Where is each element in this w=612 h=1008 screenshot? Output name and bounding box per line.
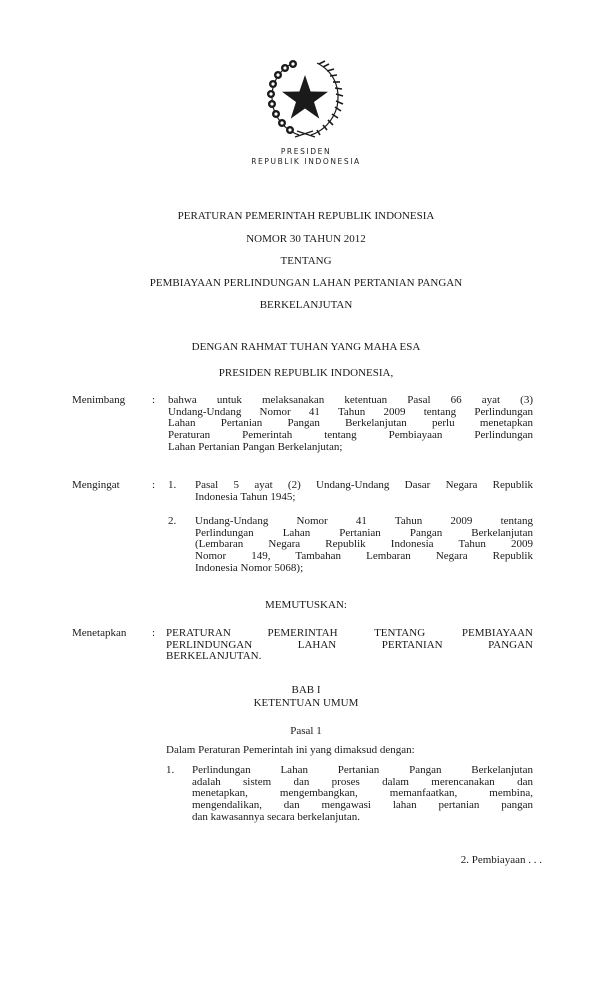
text-line: Perlindungan Lahan Pertanian Pangan Berkelanjutan [195,526,533,539]
article-intro: Dalam Peraturan Pemerintah ini yang dimaksud dengan: [166,744,415,756]
page-continuation: 2. Pembiayaan . . . [460,854,542,866]
text-line: BERKELANJUTAN. [166,650,262,663]
mengingat-colon: : [152,479,156,491]
menetapkan-label: Menetapkan [72,627,127,639]
mengingat-item-1 [195,480,533,503]
chapter-number: BAB I [291,684,321,696]
office-title-line1: PRESIDEN [280,147,332,156]
text-line: Lahan Pertanian Pangan Berkelanjutan perlu menetapkan [168,417,533,430]
regulation-title: PERATURAN PEMERINTAH REPUBLIK INDONESIA [177,210,435,222]
office-title-line2: REPUBLIK INDONESIA [251,157,361,166]
menimbang-colon: : [152,394,156,406]
text-line: Lahan Pertanian Pangan Berkelanjutan; [168,440,343,453]
text-line: Pasal 5 ayat (2) Undang-Undang Dasar Negara Republik [195,479,533,491]
mengingat-item-2 [195,516,533,575]
text-line: Indonesia Tahun 1945; [195,490,296,503]
regulation-number: NOMOR 30 TAHUN 2012 [246,233,366,245]
text-line: PERLINDUNGAN LAHAN PERTANIAN PANGAN [166,638,533,651]
presidential-emblem-icon [263,57,347,141]
menimbang-text [168,395,533,454]
mengingat-label: Mengingat [72,479,120,491]
text-line: Peraturan Pemerintah tentang Pembiayaan Perlindungan [168,429,533,442]
mengingat-item-2-number: 2. [168,515,177,527]
mengingat-item-1-number: 1. [168,479,177,491]
text-line: mengendalikan, dan mengawasi lahan pertanian pangan [192,799,533,812]
decision-heading: MEMUTUSKAN: [265,599,347,611]
text-line: dan kawasannya secara berkelanjutan. [192,810,360,823]
regulation-subject-line1: PEMBIAYAAN PERLINDUNGAN LAHAN PERTANIAN PANGAN [149,277,463,289]
invocation: DENGAN RAHMAT TUHAN YANG MAHA ESA [191,341,421,353]
text-line: Undang-Undang Nomor 41 Tahun 2009 tentang [195,515,533,527]
text-line: (Lembaran Negara Republik Indonesia Tahun 2009 [195,538,533,551]
text-line: Undang-Undang Nomor 41 Tahun 2009 tentang Perlindungan [168,405,533,418]
text-line: adalah sistem dan proses dalam merencanakan dan [192,775,533,788]
text-line: bahwa untuk melaksanakan ketentuan Pasal 66 ayat (3) [168,394,533,406]
regulation-about: TENTANG [280,255,332,267]
menetapkan-colon: : [152,627,156,639]
text-line: Nomor 149, Tambahan Lembaran Negara Republik [195,550,533,563]
article-title: Pasal 1 [290,725,322,737]
article-item-1 [192,765,533,824]
text-line: menetapkan, mengembangkan, memanfaatkan, membina, [192,787,533,800]
chapter-title: KETENTUAN UMUM [253,697,359,709]
regulation-subject-line2: BERKELANJUTAN [259,299,353,311]
text-line: Perlindungan Lahan Pertanian Pangan Berkelanjutan [192,764,533,776]
text-line: PERATURAN PEMERINTAH TENTANG PEMBIAYAAN [166,627,533,639]
menimbang-label: Menimbang [72,394,126,406]
article-item-1-number: 1. [166,764,175,776]
authority: PRESIDEN REPUBLIK INDONESIA, [218,367,394,379]
menetapkan-text [166,628,533,663]
text-line: Indonesia Nomor 5068); [195,561,304,574]
